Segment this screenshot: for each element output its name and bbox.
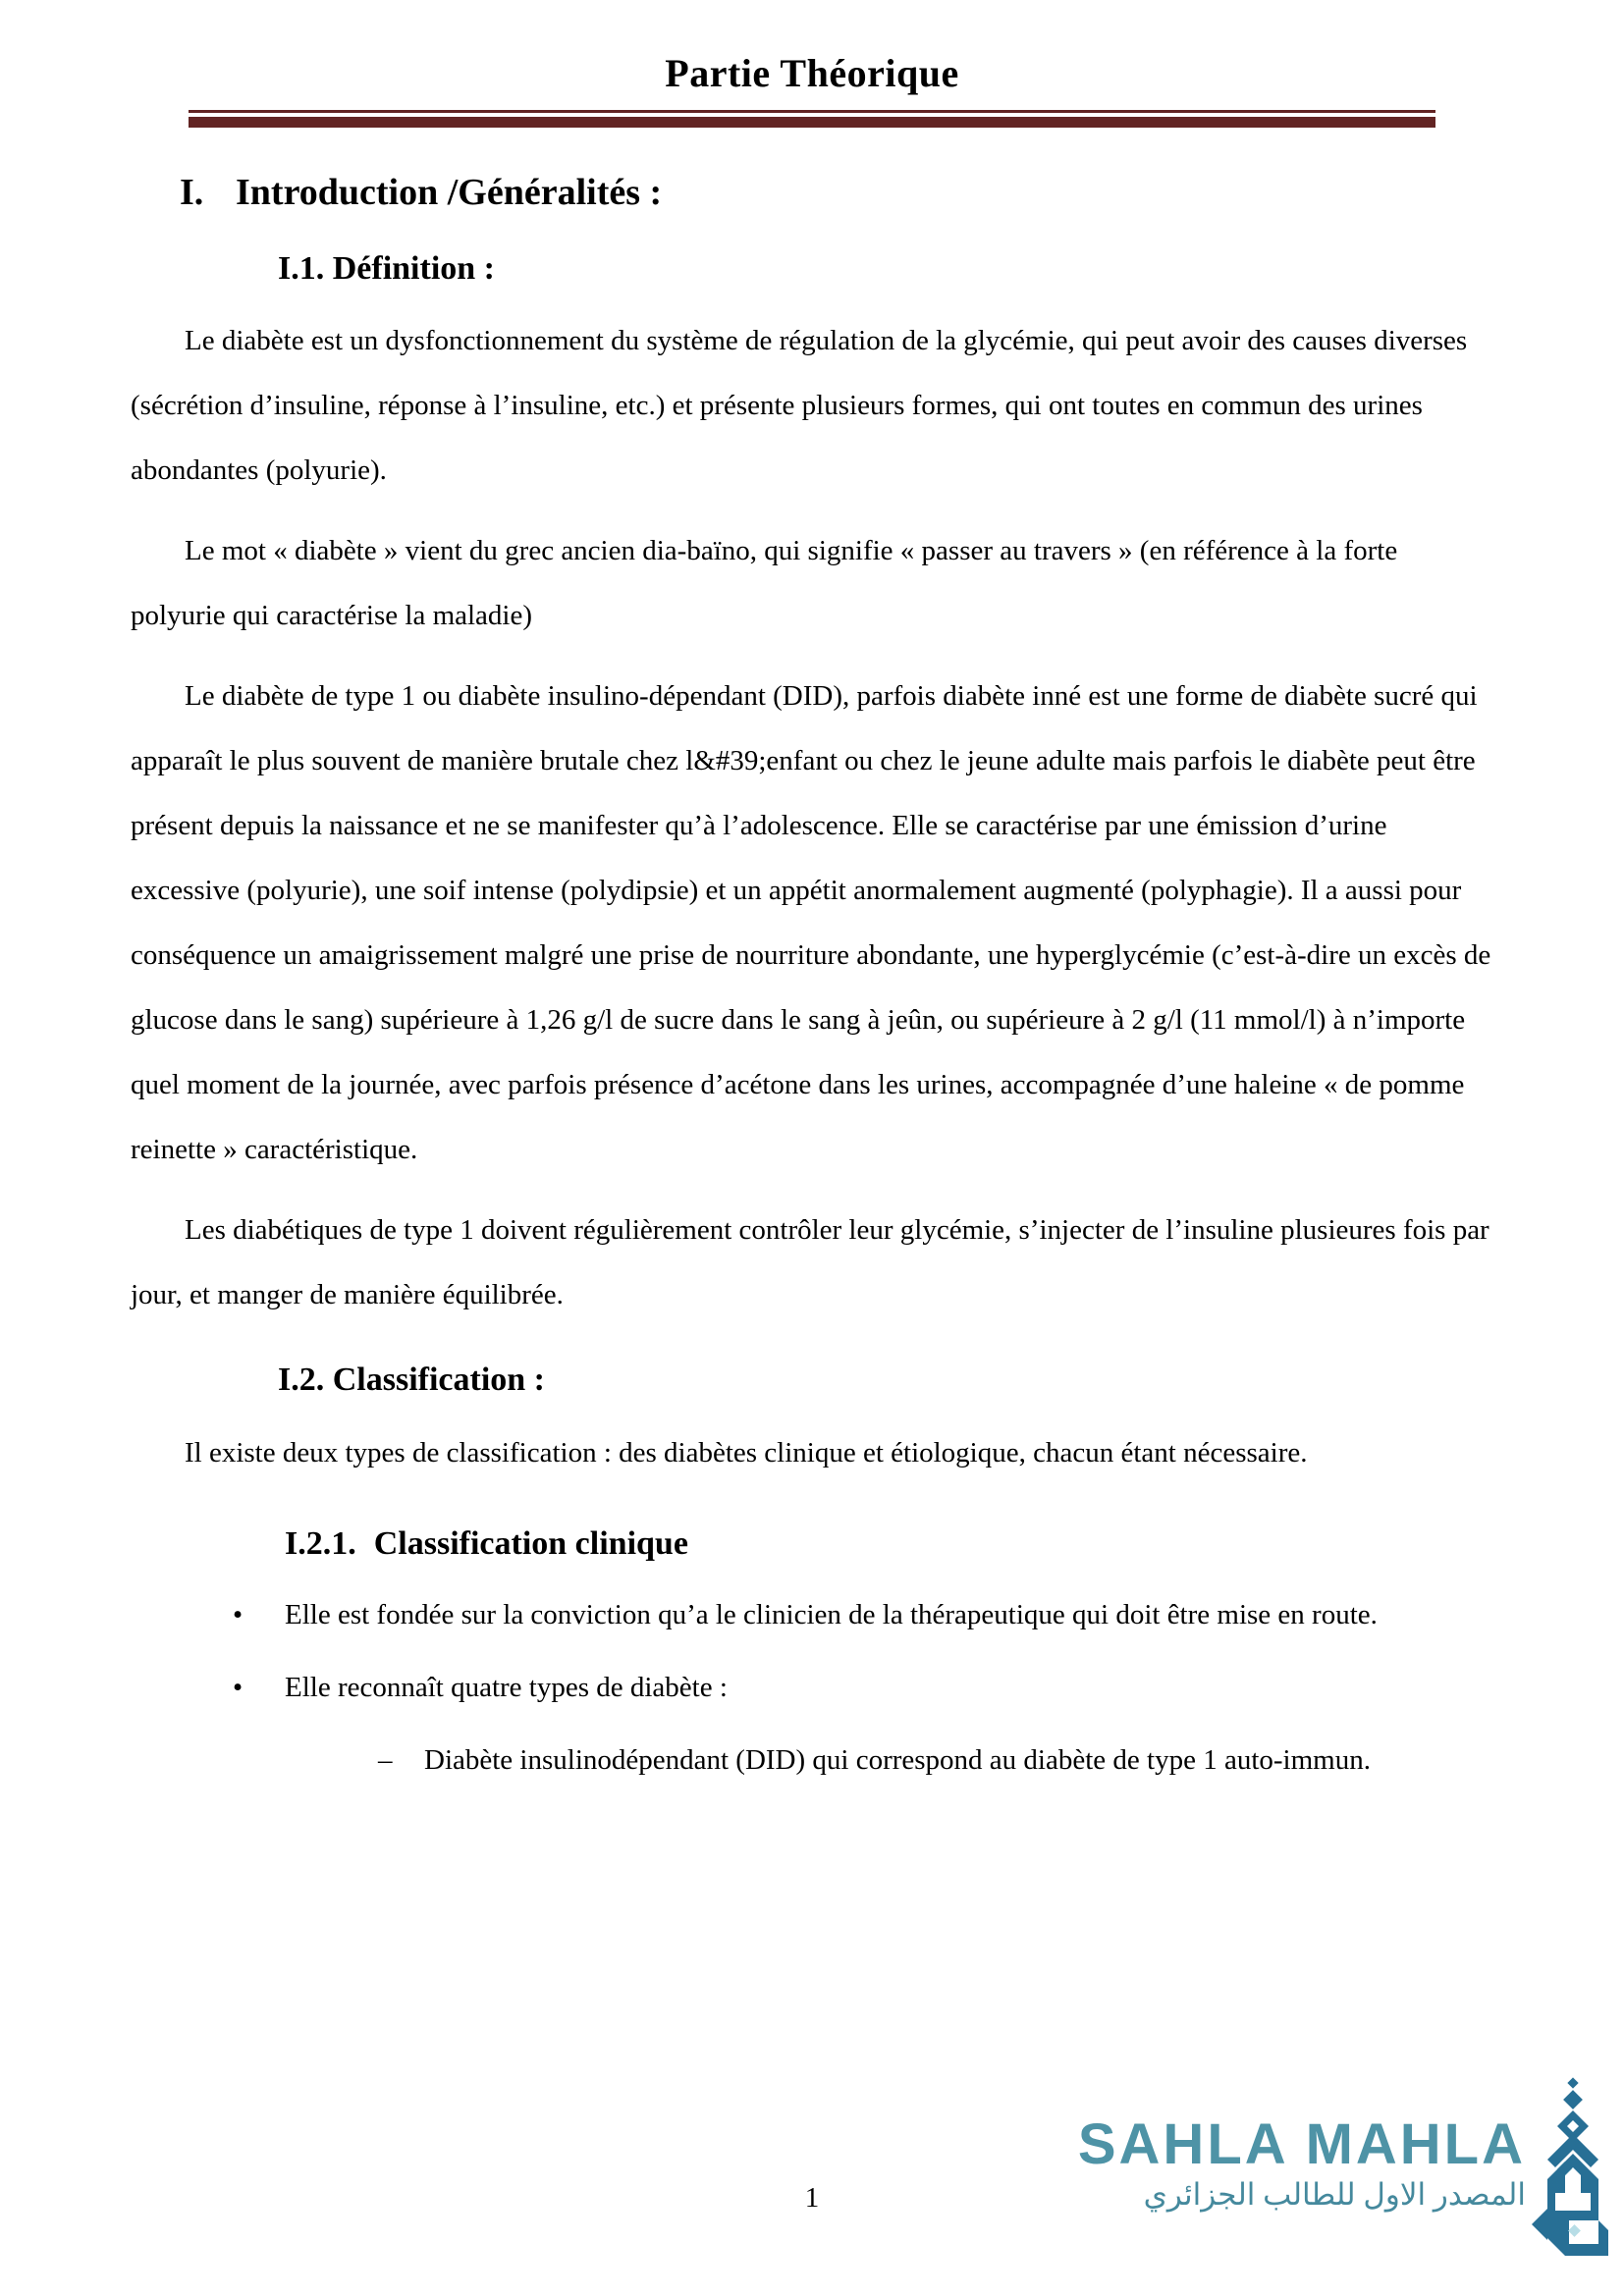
bullet-icon: • bbox=[233, 1598, 244, 1630]
sahla-mahla-logo-mark bbox=[1530, 2077, 1616, 2269]
title-underline-rule bbox=[189, 110, 1435, 128]
definition-paragraph-1: Le diabète est un dysfonctionnement du système de régulation de la glycémie, qui peut avoir des causes diverses (sécrétion d’insuline, réponse à l’insuline, etc.) et présente plusieurs formes, qui ont toutes en commun des urines abondantes (polyurie). bbox=[131, 325, 1468, 487]
bullet-text: Elle reconnaît quatre types de diabète : bbox=[285, 1671, 728, 1703]
heading-introduction bbox=[180, 171, 1496, 216]
title-underline-thick-bar bbox=[189, 117, 1435, 128]
sahla-mahla-logo-text-block bbox=[1078, 2077, 1526, 2213]
classification-intro-paragraph: Il existe deux types de classification : des diabètes clinique et étiologique, chacun étant nécessaire. bbox=[185, 1437, 1308, 1469]
sahla-mahla-logo bbox=[1078, 2077, 1616, 2269]
list-sub-item bbox=[131, 1728, 1496, 1792]
list-item bbox=[131, 1655, 1496, 1720]
heading-classification-clinique bbox=[285, 1524, 1496, 1565]
heading-introduction-number: I. bbox=[180, 172, 204, 213]
page-number: 1 bbox=[804, 2182, 820, 2215]
dash-text: Diabète insulinodépendant (DID) qui correspond au diabète de type 1 auto-immun. bbox=[424, 1743, 1371, 1776]
list-item bbox=[131, 1582, 1496, 1647]
heading-introduction-label: Introduction /Généralités : bbox=[236, 172, 663, 213]
sahla-mahla-logo-title: SAHLA MAHLA bbox=[1077, 2112, 1526, 2176]
definition-paragraph-4: Les diabétiques de type 1 doivent régulièrement contrôler leur glycémie, s’injecter de l’insuline plusieures fois par jour, et manger de manière équilibrée. bbox=[131, 1214, 1489, 1311]
sahla-mahla-logo-subtitle-arabic: المصدر الاول للطالب الجزائري bbox=[1143, 2177, 1526, 2212]
definition-paragraph-2: Le mot « diabète » vient du grec ancien dia-baïno, qui signifie « passer au travers » (en référence à la forte polyurie qui caractérise la maladie) bbox=[131, 535, 1398, 632]
heading-classification: I.2. Classification : bbox=[278, 1362, 545, 1399]
heading-definition: I.1. Définition : bbox=[278, 249, 495, 287]
definition-paragraph-3: Le diabète de type 1 ou diabète insulino-dépendant (DID), parfois diabète inné est une forme de diabète sucré qui apparaît le plus souvent de manière brutale chez l&#39;enfant ou chez le jeune adulte mais parfois le diabète peut être présent depuis la naissance et ne se manifester qu’à l’adolescence. Elle se caractérise par une émission d’urine excessive (polyurie), une soif intense (polydipsie) et un appétit anormalement augmenté (polyphagie). Il a aussi pour conséquence un amaigrissement malgré une prise de nourriture abondante, une hyperglycémie (c’est-à-dire un excès de glucose dans le sang) supérieure à 1,26 g/l de sucre dans le sang à jeûn, ou supérieure à 2 g/l (11 mmol/l) à n’importe quel moment de la journée, avec parfois présence d’acétone dans les urines, accompagnée d’une haleine « de pomme reinette » caractéristique. bbox=[131, 680, 1491, 1166]
dash-icon: – bbox=[378, 1743, 393, 1776]
heading-classification-clinique-label: Classification clinique bbox=[373, 1525, 688, 1563]
page-title: Partie Théorique bbox=[665, 51, 959, 95]
heading-classification-clinique-number: I.2.1. bbox=[285, 1525, 356, 1563]
bullet-icon: • bbox=[233, 1671, 244, 1703]
bullet-text: Elle est fondée sur la conviction qu’a le clinicien de la thérapeutique qui doit être mise en route. bbox=[285, 1598, 1378, 1630]
